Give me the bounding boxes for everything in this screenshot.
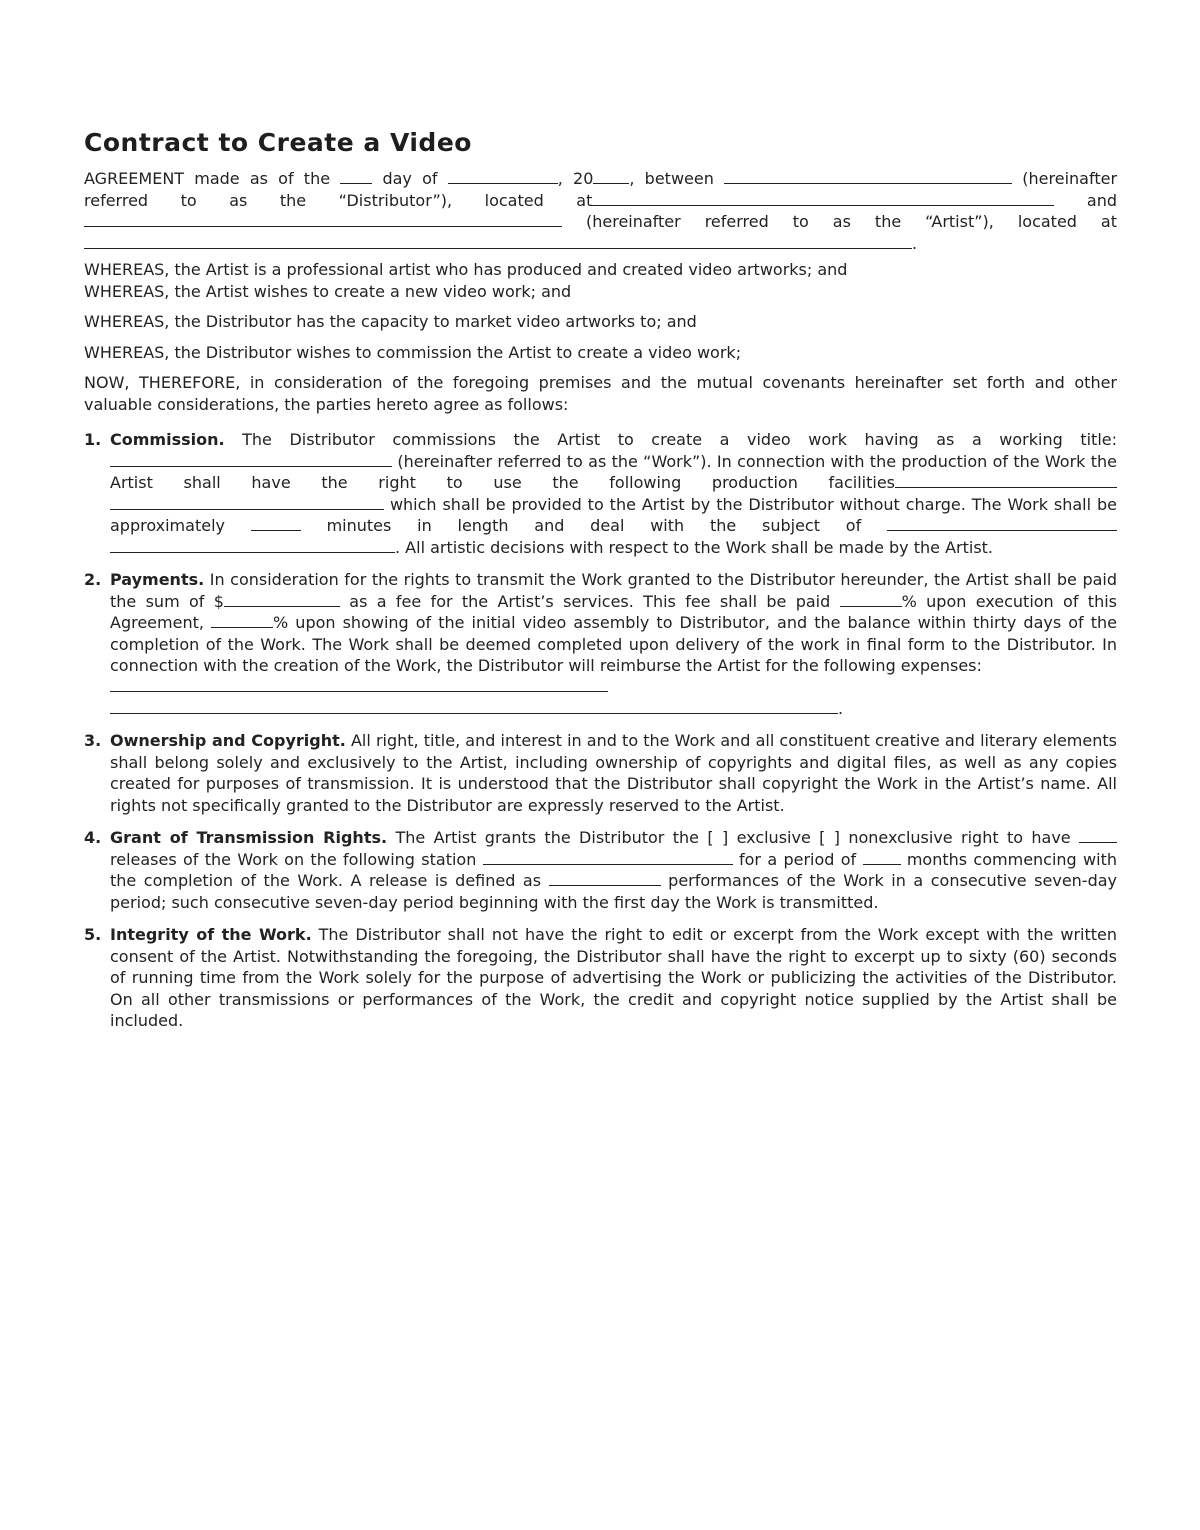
section-heading: Commission. [110,430,225,449]
fee-amount-blank[interactable] [224,591,340,607]
section-text: minutes in length and deal with the subject of [326,516,862,535]
expenses-blank-2[interactable] [110,698,838,714]
month-blank[interactable] [448,168,558,184]
section-payments [84,569,1117,719]
whereas-clause: WHEREAS, the Artist wishes to create a new video work; and [84,281,572,301]
station-blank[interactable] [483,849,733,865]
whereas-clause: WHEREAS, the Artist is a professional artist who has produced and created video artworks; and [84,260,848,279]
section-commission [84,429,1117,558]
section-text: The Distributor shall not have the right to edit or excerpt from the Work except with the written consent of the Artist. Notwithstanding the foregoing, the Distributor shall have the right to excerpt up to sixty (60) seconds of running time from the Work solely for the purpose of advertising the Work or publicizing the activities of the Distributor. On all other transmissions or performances of the Work, the credit and copyright notice supplied by the Artist shall be included. [110,925,1118,1030]
section-text: The Artist grants the Distributor the [ ] exclusive [ ] nonexclusive right to have [395,828,1071,847]
section-text: . All artistic decisions with respect to the Work shall be made by the Artist. [395,537,994,557]
section-text: All right, title, and interest in and to the Work and all constituent creative and literary elements shall belong solely and exclusively to the Artist, including ownership of copyrights and digital files, as well as any copies created for purposes of transmission. It is understood that the Distributor shall copyright the Work in the Artist’s name. All rights not specifically granted to the Distributor are expressly reserved to the Artist. [110,731,1117,815]
section-text: for a period of [739,849,857,869]
section-text: as a fee for the Artist’s services. This fee shall be paid [349,591,831,611]
section-text: (hereinafter referred to as the “Work”). In connection with the production of the Work the Artist shall have the right to use the following production facilities [110,451,1117,492]
releases-blank[interactable] [1079,827,1117,843]
execution-percent-blank[interactable] [840,591,902,607]
section-text: In consideration for the rights to transmit the Work granted to the Distributor hereunder, the Artist shall be paid the sum of $ [110,570,1118,611]
section-heading: Payments. [110,570,205,589]
section-text: . [838,698,844,718]
section-text: % upon execution of this Agreement, [110,591,1117,632]
period-months-blank[interactable] [863,849,901,865]
day-blank[interactable] [340,168,372,184]
whereas-clause: WHEREAS, the Distributor wishes to commission the Artist to create a video work; [84,342,742,362]
section-text: performances of the Work in a consecutive seven-day period; such consecutive seven-day period beginning with the first day the Work is transmitted. [110,871,1118,912]
section-heading: Integrity of the Work. [110,925,312,944]
facilities-blank-2[interactable] [110,494,384,510]
section-text: % upon showing of the initial video assembly to Distributor, and the balance within thirty days of the completion of the Work. The Work shall be deemed completed upon delivery of the work in final form to the Distributor. In connection with the creation of the Work, the Distributor will reimburse the Artist for the following expenses: [110,613,1117,675]
section-number: 5. [84,925,102,944]
intro-between: , between [629,169,714,188]
subject-blank[interactable] [887,515,1117,531]
section-heading: Ownership and Copyright. [110,731,346,750]
intro-comma-20: , 20 [557,169,594,188]
intro-day-of: day of [382,169,438,188]
section-text: which shall be provided to the Artist by the Distributor without charge. The Work shall be approximately [110,494,1118,535]
assembly-percent-blank[interactable] [211,612,273,628]
agreement-intro [84,168,1117,233]
section-text: months commencing with the completion of the Work. A release is defined as [110,849,1117,890]
section-text: The Distributor commissions the Artist to create a video work having as a working title: [242,430,1117,449]
section-text: releases of the Work on the following station [110,849,477,869]
sections-list [84,429,1117,1032]
artist-address-blank[interactable] [84,233,912,249]
intro-referred-distributor: referred to as the “Distributor”), located at [84,190,593,210]
intro-hereinafter: (hereinafter [1022,169,1118,188]
distributor-name-blank[interactable] [724,168,1012,184]
distributor-address-blank[interactable] [592,190,1054,206]
expenses-blank[interactable] [110,677,608,692]
whereas-clause: WHEREAS, the Distributor has the capacity to market video artworks to; and [84,312,697,331]
document-body [84,168,1117,1043]
section-number: 3. [84,731,102,750]
minutes-blank[interactable] [251,515,301,531]
performances-blank[interactable] [549,870,661,886]
section-number: 1. [84,430,102,449]
working-title-blank[interactable] [110,451,392,467]
artist-name-blank[interactable] [84,211,562,227]
section-ownership [84,730,1117,816]
section-integrity [84,924,1117,1032]
section-number: 2. [84,570,102,589]
now-therefore-clause: NOW, THEREFORE, in consideration of the foregoing premises and the mutual covenants hereinafter set forth and other valuable considerations, the parties hereto agree as follows: [84,373,1117,414]
year-blank[interactable] [593,168,629,184]
intro-period: . [912,233,918,253]
document-title: Contract to Create a Video [84,128,472,157]
artist-address-line [84,233,1117,255]
facilities-blank[interactable] [895,472,1117,488]
section-heading: Grant of Transmission Rights. [110,828,388,847]
section-number: 4. [84,828,102,847]
intro-agreement-made: AGREEMENT made as of the [84,169,331,188]
section-transmission-rights [84,827,1117,913]
intro-referred-artist: (hereinafter referred to as the “Artist”), located at [585,212,1117,231]
intro-and: and [1086,190,1118,210]
subject-blank-2[interactable] [110,537,395,553]
